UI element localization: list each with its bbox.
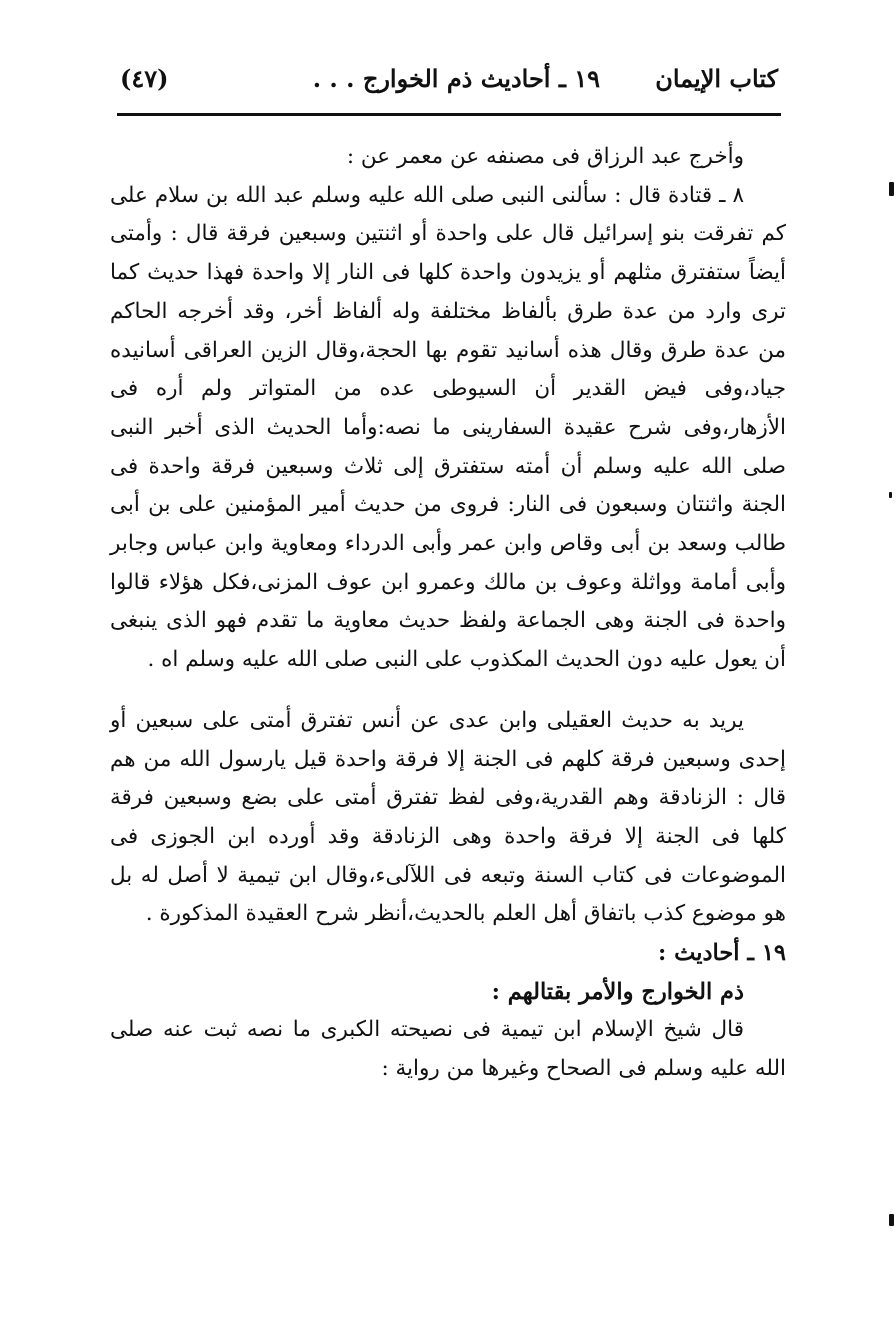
book-title: كتاب الإيمان xyxy=(655,64,778,93)
header-rule xyxy=(117,113,781,116)
paragraph-commentary: يريد به حديث العقيلى وابن عدى عن أنس تفترق أمتى على سبعين أو إحدى وسبعين فرقة كلهم فى الجنة إلا فرقة واحدة قيل يارسول الله من هم قال : الزنادقة وهم القدرية،وفى لفظ تفترق أمتى على بضع وسبعين فرقة كلها فى الجنة إلا فرقة واحدة وهى الزنادقة وقد أورده ابن الجوزى فى الموضوعات فى كتاب السنة وتبعه فى اللآلىء،وقال ابن تيمية لا أصل له بل هو موضوع كذب باتفاق أهل العلم بالحديث،أنظر شرح العقيدة المذكورة . xyxy=(110,707,786,927)
section-heading: ١٩ ـ أحاديث : xyxy=(658,940,786,967)
paragraph-ibn-taymiyya: قال شيخ الإسلام ابن تيمية فى نصيحته الكبرى ما نصه ثبت عنه صلى الله عليه وسلم فى الصحاح وغيرها من رواية : xyxy=(110,1017,786,1082)
page-number: (٤٧) xyxy=(120,64,169,93)
page-body xyxy=(110,138,786,1089)
scan-speck xyxy=(889,1214,894,1226)
scan-speck xyxy=(889,182,894,196)
section-title: ١٩ ـ أحاديث ذم الخوارج . . . xyxy=(312,64,600,93)
paragraph-hadith-8: ٨ ـ قتادة قال : سألنى النبى صلى الله عليه وسلم عبد الله بن سلام على كم تفرقت بنو إسرائيل قال على واحدة أو اثنتين وسبعين فرقة قال : وأمتى أيضاً ستفترق مثلهم أو يزيدون واحدة كلها فى النار إلا واحدة فهذا حديث كما ترى وارد من عدة طرق بألفاظ مختلفة وله ألفاظ أخر، وقد أخرجه الحاكم من عدة طرق وقال هذه أسانيد تقوم بها الحجة،وقال الزين العراقى أسانيده جياد،وفى فيض القدير أن السيوطى عده من المتواتر ولم أره فى الأزهار،وفى شرح عقيدة السفارينى ما نصه:وأما الحديث الذى أخبر النبى صلى الله عليه وسلم أن أمته ستفترق إلى ثلاث وسبعين فرقة واحدة فى الجنة واثنتان وسبعون فى النار: فروى من حديث أمير المؤمنين على بن أبى طالب وسعد بن أبى وقاص وابن عمر وأبى الدرداء ومعاوية وابن عباس وجابر وأبى أمامة وواثلة وعوف بن مالك وعمرو ابن عوف المزنى،فكل هؤلاء قالوا واحدة فى الجنة وهى الجماعة ولفظ حديث معاوية ما تقدم فهو الذى ينبغى أن يعول عليه دون الحديث المكذوب على النبى صلى الله عليه وسلم اه . xyxy=(110,182,786,673)
scan-speck xyxy=(889,492,892,498)
running-header xyxy=(118,58,778,110)
subsection-heading: ذم الخوارج والأمر بقتالهم : xyxy=(491,978,744,1005)
paragraph-gap xyxy=(110,680,786,702)
paragraph-intro: وأخرج عبد الرزاق فى مصنفه عن معمر عن : xyxy=(346,144,744,169)
